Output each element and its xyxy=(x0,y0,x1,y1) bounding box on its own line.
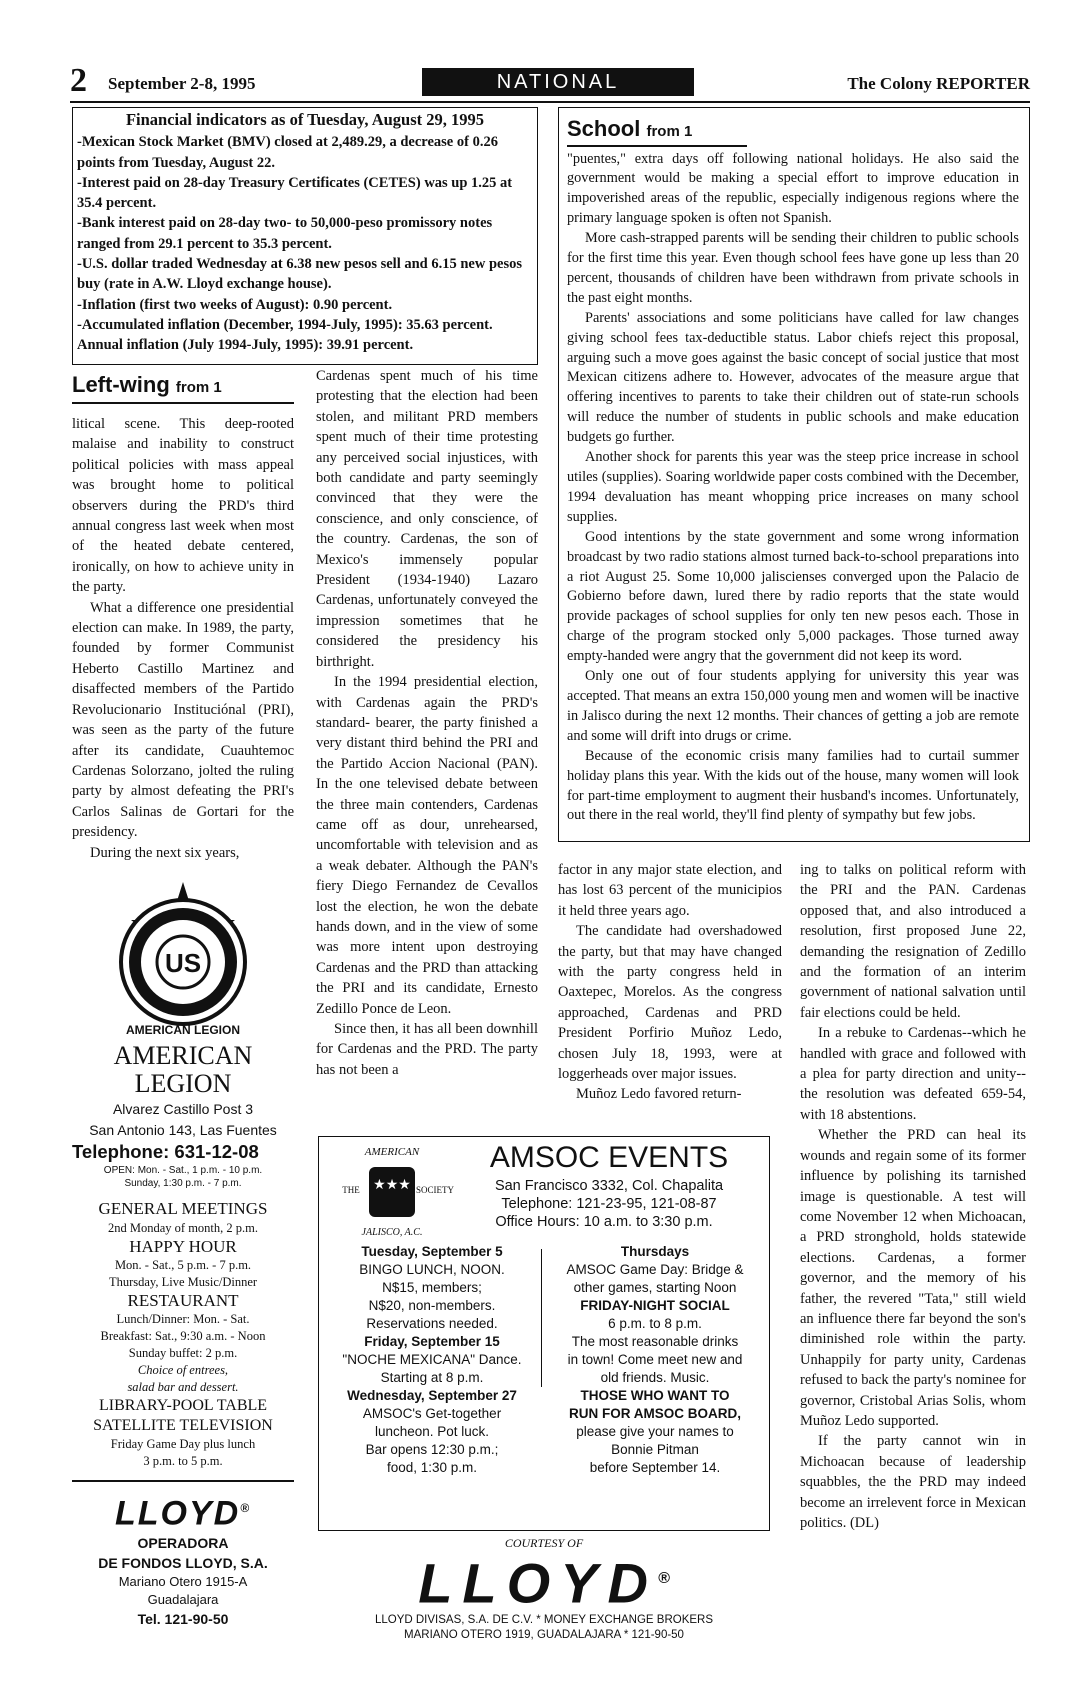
event-line: Reservations needed. xyxy=(366,1316,498,1331)
amsoc-events-ad xyxy=(318,1136,770,1531)
event-line: AMSOC Game Day: Bridge & xyxy=(566,1262,744,1277)
event-line: Bonnie Pitman xyxy=(611,1442,699,1457)
financial-indicators-box xyxy=(72,107,538,365)
article-paragraph: During the next six years, xyxy=(90,844,240,861)
legion-post: Alvarez Castillo Post 3 xyxy=(112,1101,254,1117)
satellite-television: SATELLITE TELEVISION xyxy=(93,1417,273,1434)
financial-line: -Mexican Stock Market (BMV) closed at 2,489.29, a decrease of 0.26 points from Tuesday, August 22. xyxy=(77,134,498,171)
headline-rule xyxy=(72,402,294,404)
friday-game-day-1: Friday Game Day plus lunch xyxy=(110,1437,256,1451)
american-legion-ad xyxy=(72,880,294,1628)
article-paragraph: In a rebuke to Cardenas--which he handled with grace and followed with a plea for party direction and unity--the resolution was defeated 659-54, with 18 abstentions. xyxy=(800,1025,1026,1123)
amsoc-title: AMSOC EVENTS xyxy=(489,1141,729,1174)
event-line: before September 14. xyxy=(589,1460,721,1475)
american-legion-emblem-icon xyxy=(83,880,283,1040)
amsoc-left-column xyxy=(325,1243,539,1477)
courtesy-of: COURTESY OF xyxy=(504,1536,584,1550)
header-rule xyxy=(70,101,1030,103)
left-wing-jump: from 1 xyxy=(175,379,222,396)
library-pool-table: LIBRARY-POOL TABLE xyxy=(98,1397,268,1414)
lloyd-small-line-2: DE FONDOS LLOYD, S.A. xyxy=(98,1555,268,1572)
happy-hour-text-1: Mon. - Sat., 5 p.m. - 7 p.m. xyxy=(114,1258,252,1272)
legion-address: San Antonio 143, Las Fuentes xyxy=(89,1122,277,1138)
article-paragraph: Another shock for parents this year was the steep price increase in school utiles (supplies). Soaring worldwide paper costs combined with the December, 1994 devaluation has meant whopping price increases on many school supplies. xyxy=(567,449,1019,525)
restaurant-text-4: Choice of entrees, xyxy=(137,1363,229,1377)
seal-left-text: THE xyxy=(342,1185,360,1195)
event-date: RUN FOR AMSOC BOARD, xyxy=(569,1406,741,1421)
page-number: 2 xyxy=(70,62,87,99)
school-headline-text: School xyxy=(567,116,641,141)
event-line: luncheon. Pot luck. xyxy=(374,1424,490,1439)
financial-line: -Interest paid on 28-day Treasury Certificates (CETES) was up 1.25 at 35.4 percent. xyxy=(77,174,513,212)
event-line: The most reasonable drinks xyxy=(571,1334,739,1349)
emblem-ring-text: AMERICAN LEGION xyxy=(126,1023,240,1037)
event-date: Thursdays xyxy=(620,1244,690,1259)
legion-name-2: LEGION xyxy=(134,1069,232,1098)
lloyd-small-logo xyxy=(72,1490,294,1531)
event-line: in town! Come meet new and xyxy=(567,1352,743,1367)
event-line: please give your names to xyxy=(576,1424,734,1439)
amsoc-office-hours: Office Hours: 10 a.m. to 3:30 p.m. xyxy=(495,1214,713,1230)
friday-game-day-2: 3 p.m. to 5 p.m. xyxy=(143,1454,223,1468)
issue-date: September 2-8, 1995 xyxy=(108,74,256,93)
amsoc-address: San Francisco 3332, Col. Chapalita xyxy=(494,1178,724,1194)
event-date: THOSE WHO WANT TO xyxy=(580,1388,730,1403)
school-headline xyxy=(567,116,1019,142)
restaurant-text-2: Breakfast: Sat., 9:30 a.m. - Noon xyxy=(100,1329,266,1343)
financial-title: Financial indicators as of Tuesday, August 29, 1995 xyxy=(125,110,485,129)
seal-right-text: SOCIETY xyxy=(416,1185,454,1195)
restaurant-text-5: salad bar and dessert. xyxy=(127,1380,239,1394)
school-body xyxy=(567,150,1019,827)
left-wing-column-1 xyxy=(72,414,294,863)
event-line: 6 p.m. to 8 p.m. xyxy=(608,1316,702,1331)
school-jump: from 1 xyxy=(646,123,693,140)
school-article-box xyxy=(558,107,1030,842)
article-paragraph: Whether the PRD can heal its wounds and regain some of its former influence by polishing its tarnished image is questionable. A test will come November 12 when Michoacan, a PRD stronghold, holds statewide elections. Cardenas, a former governor, and the memory of his father, the revered "Tata," still wield an influence there far beyond the son's diminished role within the party. Unhappily for party unity, Cardenas refused to back the party's nominee for governor, Cristobal Arias Solis, whom Muñoz Ledo supported. xyxy=(800,1127,1026,1429)
seal-top-text: AMERICAN xyxy=(364,1146,420,1158)
event-date: Friday, September 15 xyxy=(364,1334,500,1349)
left-wing-column-3 xyxy=(558,860,782,1105)
happy-hour-text-2: Thursday, Live Music/Dinner xyxy=(108,1275,258,1289)
lloyd-small-line-4: Guadalajara xyxy=(147,1592,219,1608)
general-meetings-title: GENERAL MEETINGS xyxy=(98,1199,268,1218)
event-line: food, 1:30 p.m. xyxy=(386,1460,478,1475)
general-meetings-text: 2nd Monday of month, 2 p.m. xyxy=(108,1221,258,1235)
lloyd-small-line-5: Tel. 121-90-50 xyxy=(137,1611,229,1628)
article-paragraph: Only one out of four students applying for university this year was accepted. That means an extra 150,000 young men and women will be inactive in Jalisco during the next 12 months. Their chances of getting a job are remote and some will drift into drugs or crime. xyxy=(567,668,1019,744)
financial-line: -U.S. dollar traded Wednesday at 6.38 new pesos sell and 6.15 new pesos buy (rate in A.W. Lloyd exchange house). xyxy=(77,256,522,293)
lloyd-large-line-2: MARIANO OTERO 1919, GUADALAJARA * 121-90-50 xyxy=(404,1628,684,1641)
lloyd-large-line-1: LLOYD DIVISAS, S.A. DE C.V. * MONEY EXCHANGE BROKERS xyxy=(374,1613,714,1626)
ad-divider xyxy=(72,1480,294,1482)
seal-bottom-text: JALISCO, A.C. xyxy=(361,1227,423,1238)
article-paragraph: Because of the economic crisis many families had to curtail summer holiday plans this year. With the kids out of the house, many women will look for part-time employment to augment their husband's incomes. Unfortunately, out there in the real world, they'll find plenty of sympathy but few jobs. xyxy=(567,747,1019,824)
section-banner: NATIONAL xyxy=(422,68,694,96)
lloyd-large-ad xyxy=(318,1536,770,1644)
amsoc-column-divider xyxy=(541,1249,542,1387)
article-paragraph: Parents' associations and some politicians have called for law changes giving school fees tax-deductible status. Labor chiefs reject this proposal, arguing such a move goes against the basic concept of social justice that most Mexican citizens adhere to. However, advocates of the measure argue that offering incentives to parents to take their children out of state-run schools will reduce the number of students in public schools and make education budgets go further. xyxy=(567,309,1019,446)
left-wing-headline xyxy=(72,372,294,398)
event-line: N$15, members; xyxy=(382,1280,482,1295)
restaurant-title: RESTAURANT xyxy=(127,1291,239,1310)
legion-name-1: AMERICAN xyxy=(113,1041,253,1070)
financial-line: Annual inflation (July 1994-July, 1995): 39.91 percent. xyxy=(77,337,414,354)
article-paragraph: Muñoz Ledo favored return- xyxy=(576,1086,742,1103)
event-line: Starting at 8 p.m. xyxy=(380,1370,484,1385)
legion-phone: Telephone: 631-12-08 xyxy=(72,1141,259,1162)
lloyd-small-line-3: Mariano Otero 1915-A xyxy=(118,1574,248,1590)
restaurant-text-3: Sunday buffet: 2 p.m. xyxy=(128,1346,238,1360)
event-line: old friends. Music. xyxy=(600,1370,710,1385)
left-wing-column-4 xyxy=(800,860,1026,1533)
article-paragraph: litical scene. This deep-rooted malaise and inability to construct political policies with mass appeal was brought home to political observers during the PRD's third annual congress last week when most of the heated debate centered, ironically, on how to achieve unity in the party. xyxy=(72,416,294,596)
event-line: AMSOC's Get-together xyxy=(362,1406,502,1421)
page-header xyxy=(70,62,1030,100)
article-paragraph: More cash-strapped parents will be sending their children to public schools for the first time this year. Even though school fees have gone up less than 20 percent, thousands of children have been withdrawn from private schools in the past eight months. xyxy=(567,230,1019,306)
article-paragraph: The candidate had overshadowed the party, but that may have changed with the party congress held in Oaxtepec, Morelos. As the congress approached, Cardenas and PRD President Porfirio Muñoz Ledo, chosen July 18, 1993, were at loggerheads over major issues. xyxy=(558,923,782,1083)
lloyd-large-logo-text: LLOYD xyxy=(418,1551,658,1615)
headline-rule xyxy=(567,145,747,147)
event-date: Wednesday, September 27 xyxy=(347,1388,517,1403)
article-paragraph: In the 1994 presidential election, with Cardenas again the PRD's standard- bearer, the party finished a very distant third behind the PRI and the Partido Accion Nacional (PAN). In the one televised debate between the three main contenders, Cardenas came off as dour, unrehearsed, uncomfortable with television and as a weak debater. Although the PAN's fiery Diego Fernandez de Cevallos lost the election, he won the debate hands down, and in the view of some was more intent upon destroying Cardenas and the PRD than attacking the PRI and its candidate, Ernesto Zedillo Ponce de Leon. xyxy=(316,674,538,1017)
event-line: other games, starting Noon xyxy=(573,1280,737,1295)
left-wing-headline-block xyxy=(72,372,294,404)
legion-open-2: Sunday, 1:30 p.m. - 7 p.m. xyxy=(124,1178,242,1189)
registered-mark: ® xyxy=(657,1570,670,1587)
financial-line: -Inflation (first two weeks of August): 0.90 percent. xyxy=(77,296,393,313)
financial-line: -Accumulated inflation (December, 1994-July, 1995): 35.63 percent. xyxy=(77,316,493,333)
svg-text:★★★: ★★★ xyxy=(373,1177,411,1193)
event-date: FRIDAY-NIGHT SOCIAL xyxy=(580,1298,730,1313)
article-paragraph: Good intentions by the state government and some wrong information broadcast by two radio stations almost turned back-to-school preparations into a riot August 25. Some 10,000 jaliscienses converged upon the Palacio de Gobierno before dawn, lured there by radio reports that the state would provide packages of school supplies for only ten new pesos each. Those in charge of the program stocked only 5,000 packages. Those turned away empty-handed were angry that the government did not keep its word. xyxy=(567,528,1019,665)
amsoc-seal-icon xyxy=(327,1143,457,1243)
amsoc-right-column xyxy=(545,1243,765,1477)
article-paragraph: factor in any major state election, and has lost 63 percent of the municipios it held three years ago. xyxy=(558,862,782,919)
event-date: Tuesday, September 5 xyxy=(361,1244,503,1259)
lloyd-small-logo-text: LLOYD xyxy=(114,1494,241,1533)
emblem-center-text: US xyxy=(164,948,202,978)
legion-open-1: OPEN: Mon. - Sat., 1 p.m. - 10 p.m. xyxy=(103,1165,263,1176)
publication-name: The Colony REPORTER xyxy=(847,74,1030,93)
registered-mark: ® xyxy=(240,1501,252,1515)
article-paragraph: If the party cannot win in Michoacan because of leadership squabbles, the the PRD may indeed become an irrelevent force in Mexican politics. (DL) xyxy=(800,1433,1026,1531)
restaurant-text-1: Lunch/Dinner: Mon. - Sat. xyxy=(116,1312,250,1326)
event-line: BINGO LUNCH, NOON. xyxy=(359,1262,505,1277)
event-line: N$20, non-members. xyxy=(368,1298,496,1313)
article-paragraph: ing to talks on political reform with the PRI and the PAN. Cardenas opposed that, and also introduced a resolution, first proposed June 22, demanding the resignation of Zedillo and the formation of an interim government of national salvation until fair elections could be held. xyxy=(800,862,1026,1021)
event-line: "NOCHE MEXICANA" Dance. xyxy=(342,1352,522,1367)
article-paragraph: Since then, it has all been downhill for Cardenas and the PRD. The party has not been a xyxy=(316,1021,538,1078)
article-paragraph: What a difference one presidential election can make. In 1989, the party, founded by former Communist Heberto Castillo Martinez and disaffected members of the Partido Revolucionario Instituciónal (PRI), was seen as the party of the future after its candidate, Cuauhtemoc Cardenas Solorzano, jolted the ruling party by almost defeating the PRI's Carlos Salinas de Gortari for the presidency. xyxy=(72,599,294,841)
amsoc-telephone: Telephone: 121-23-95, 121-08-87 xyxy=(501,1196,717,1212)
lloyd-small-line-1: OPERADORA xyxy=(137,1535,229,1552)
event-line: Bar opens 12:30 p.m.; xyxy=(365,1442,499,1457)
happy-hour-title: HAPPY HOUR xyxy=(129,1237,237,1256)
article-paragraph: Cardenas spent much of his time protesting that the election had been stolen, and militant PRD members spent much of their time protesting any perceived social injustices, with both candidate and party seemingly convinced that they were the conscience, and only conscience, of the country. Cardenas, the son of Mexico's immensely popular President (1934-1940) Lazaro Cardenas, unfortunately conveyed the impression sometimes that he considered the presidency his birthright. xyxy=(316,368,538,670)
article-paragraph: "puentes," extra days off following national holidays. He also said the government would be making a special effort to improve education in impoverished areas of the republic, especially indigenous regions where the primary language spoken is often not Spanish. xyxy=(567,150,1019,227)
left-wing-column-2 xyxy=(316,366,538,1080)
financial-line: -Bank interest paid on 28-day two- to 50,000-peso promissory notes ranged from 29.1 percent to 35.3 percent. xyxy=(77,215,493,252)
left-wing-headline-text: Left-wing xyxy=(72,372,170,397)
lloyd-large-logo xyxy=(318,1550,770,1613)
